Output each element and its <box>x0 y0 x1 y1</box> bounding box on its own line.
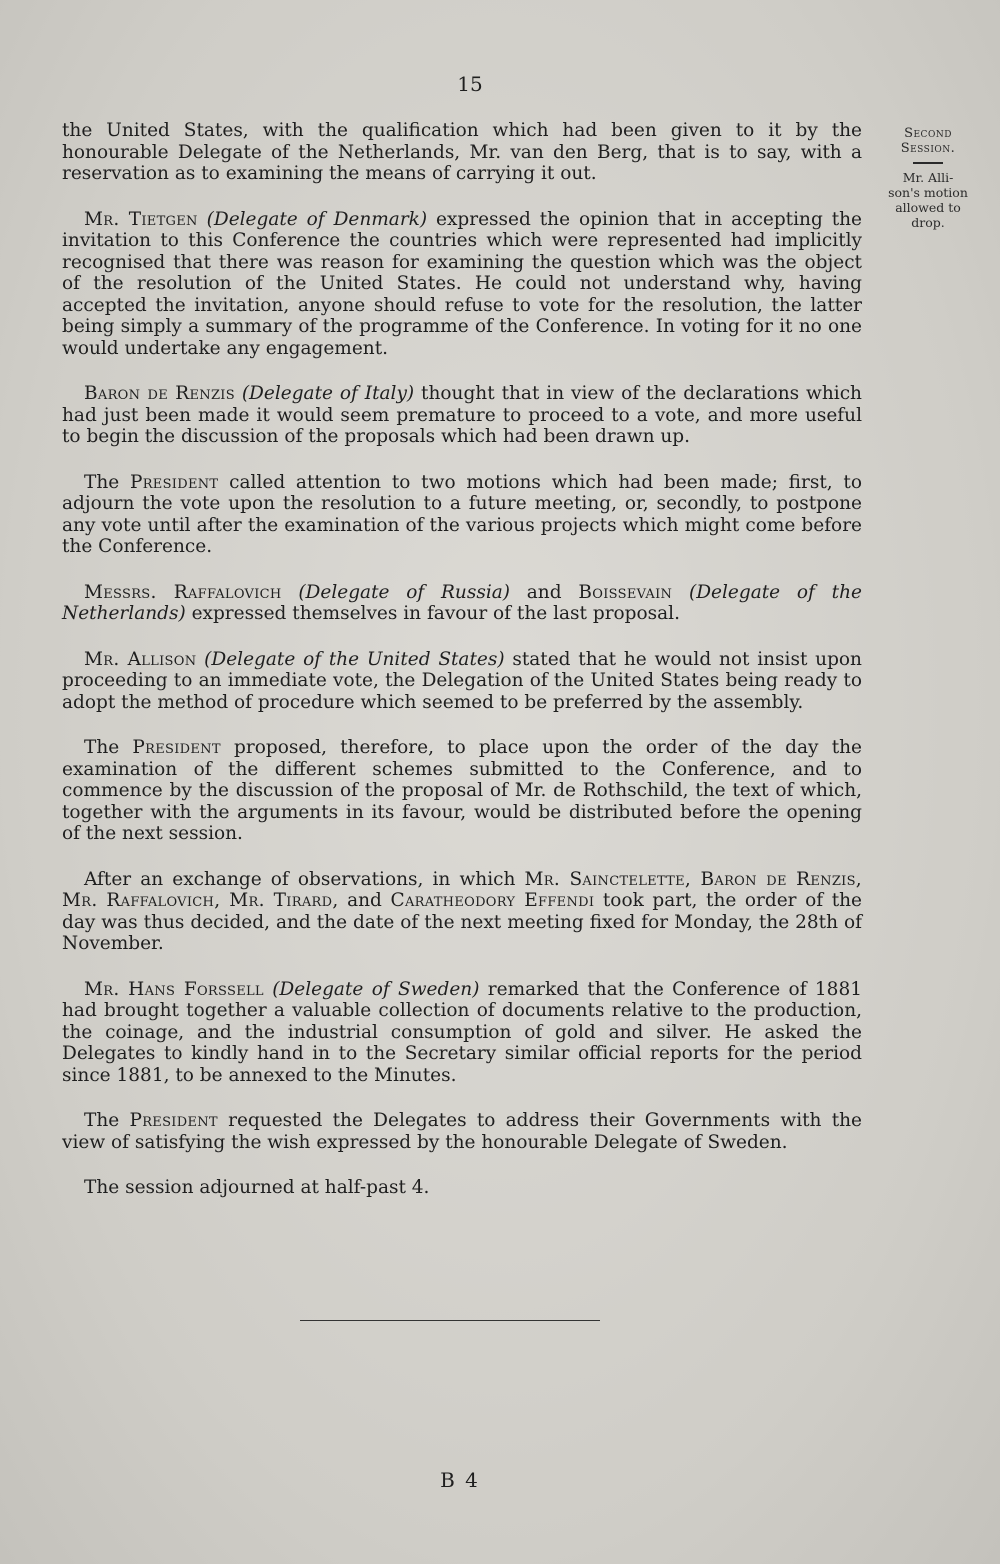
signature-mark: B 4 <box>440 1468 480 1492</box>
paragraph-prefix: The <box>84 737 133 758</box>
paragraph-8 <box>62 869 862 955</box>
margin-note-line3: allowed to <box>895 200 961 215</box>
paragraph-text: called attention to two motions which had been made; first, to adjourn the vote upon the resolution to a future meeting, or, secondly, to postpone any vote until after the examination of the various projects which might come before the Conference. <box>62 471 862 557</box>
paragraph-5 <box>62 582 862 625</box>
speaker-role: (Delegate of Russia) <box>298 581 510 603</box>
speaker-role: (Delegate of Sweden) <box>272 978 480 1000</box>
paragraph-6 <box>62 649 862 714</box>
speaker-name: President <box>129 1110 218 1131</box>
margin-note-line1: Mr. Alli- <box>902 170 954 185</box>
speaker-name: Mr. Sainctelette, Baron de Renzis, Mr. Raffalovich, Mr. Tirard, <box>62 868 862 911</box>
body-text <box>62 120 862 1223</box>
paragraph-prefix: After an exchange of observations, in which <box>84 868 525 890</box>
paragraph-10 <box>62 1110 862 1153</box>
paragraph-text: took part, the order of the day was thus decided, and the date of the next meeting fixed for Monday, the 28th of November. <box>62 890 862 954</box>
paragraph-4 <box>62 472 862 558</box>
paragraph-prefix: The <box>84 471 130 493</box>
speaker-role: (Delegate of Italy) <box>241 383 415 404</box>
margin-note-line2: son's motion <box>888 185 968 200</box>
paragraph-text: The session adjourned at half-past 4. <box>84 1177 430 1198</box>
paragraph-text: requested the Delegates to address their Governments with the view of satisfying the wish expressed by the honourable Delegate of Sweden. <box>62 1110 863 1153</box>
margin-heading-line2: Session. <box>900 141 956 156</box>
paragraph-11 <box>62 1177 862 1199</box>
paragraph-prefix: The <box>84 1110 130 1131</box>
speaker-name: Mr. Allison <box>84 648 197 670</box>
speaker-name-2: Boissevain <box>578 581 673 603</box>
margin-rule <box>913 162 943 164</box>
speaker-name: President <box>132 737 221 758</box>
paragraph-1 <box>62 120 862 185</box>
speaker-name: Baron de Renzis <box>84 383 235 404</box>
paragraph-text: expressed themselves in favour of the last proposal. <box>185 603 680 624</box>
speaker-role: (Delegate of Denmark) <box>206 208 428 230</box>
speaker-role-2: (Delegate of the Netherlands) <box>62 581 862 624</box>
margin-notes <box>872 126 984 230</box>
paragraph-9 <box>62 979 862 1087</box>
paragraph-text: expressed the opinion that in accepting the invitation to this Conference the countries which were represented had implicitly recognised that there was reason for examining the question which was the object of the resolution of the United States. He could not understand why, having accepted the invitation, anyone should refuse to vote for the resolution, the latter being simply a summary of the programme of the Conference. In voting for it no one would undertake any engagement. <box>62 208 862 359</box>
paragraph-2 <box>62 209 862 360</box>
speaker-name: Messrs. Raffalovich <box>84 581 282 603</box>
speaker-name: Mr. Hans Forssell <box>84 978 264 1000</box>
page-number: 15 <box>457 72 483 96</box>
paragraph-text: stated that he would not insist upon proceeding to an immediate vote, the Delegation of the United States being ready to adopt the method of procedure which seemed to be preferred by the assembly. <box>62 648 862 713</box>
paragraph-7 <box>62 737 862 845</box>
paragraph-text: remarked that the Conference of 1881 had brought together a valuable collection of documents relative to the production, the coinage, and the industrial consumption of gold and silver. He asked the Delegates to kindly hand in to the Secretary similar official reports for the period since 1881, to be annexed to the Minutes. <box>62 978 862 1086</box>
speaker-name: Mr. Tietgen <box>84 208 198 230</box>
paragraph-mid: and <box>338 890 391 911</box>
margin-note-line4: drop. <box>911 215 945 230</box>
paragraph-text: proposed, therefore, to place upon the order of the day the examination of the different schemes submitted to the Conference, and to commence by the discussion of the proposal of Mr. de Rothschild, the text of which, together with the arguments in its favour, would be distributed before the opening of the next session. <box>62 737 862 844</box>
speaker-name: President <box>129 471 219 493</box>
closing-rule <box>300 1320 600 1321</box>
paragraph-3 <box>62 383 862 448</box>
paragraph-text: thought that in view of the declarations which had just been made it would seem premature to proceed to a vote, and more useful to begin the discussion of the proposals which had been drawn up. <box>62 383 862 447</box>
speaker-name-2: Caratheodory Effendi <box>390 890 595 911</box>
paragraph-text: the United States, with the qualification which had been given to it by the honourable Delegate of the Netherlands, Mr. van den Berg, that is to say, with a reservation as to examining the means of carrying it out. <box>62 120 862 184</box>
speaker-role: (Delegate of the United States) <box>204 648 505 670</box>
paragraph-mid: and <box>510 581 579 603</box>
margin-heading-line1: Second <box>904 126 952 141</box>
